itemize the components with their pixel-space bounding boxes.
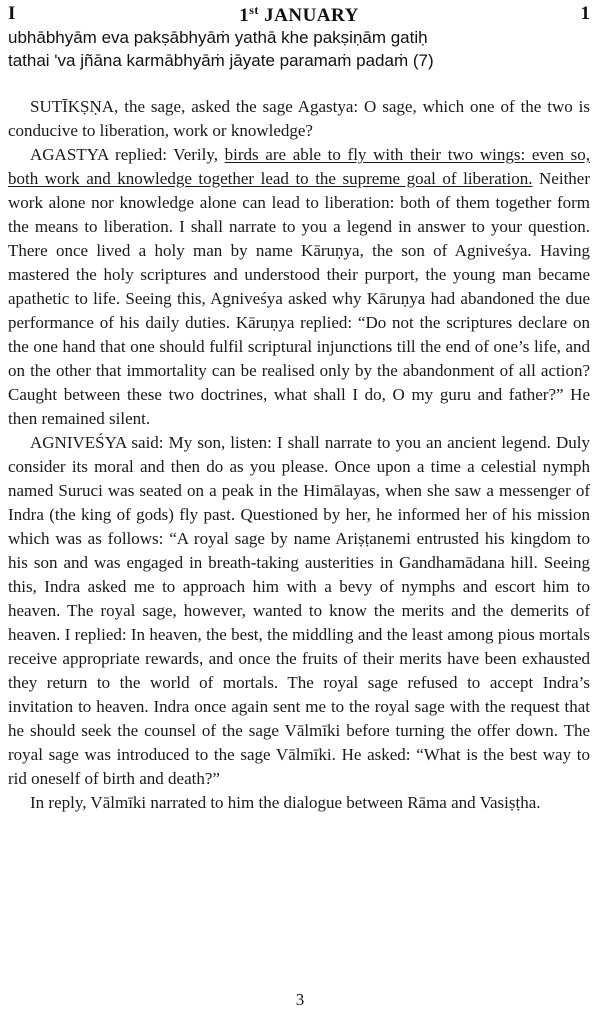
paragraph-agastya xyxy=(8,143,590,431)
date-month: JANUARY xyxy=(264,5,359,26)
date-heading xyxy=(8,3,590,27)
sanskrit-verse xyxy=(8,26,590,72)
paragraph-valmiki: In reply, Vālmīki narrated to him the dialogue between Rāma and Vasiṣṭha. xyxy=(30,793,541,812)
agastya-intro: AGASTYA replied: Verily, xyxy=(30,145,225,164)
paragraph-agnivesya: AGNIVEŚYA said: My son, listen: I shall narrate to you an ancient legend. Duly consider its moral and then do as you please. Once upon a time a celestial nymph named Suruci was seated on a peak in the Himālayas, when she saw a messenger of Indra (the king of gods) fly past. Questioned by her, he informed her of his mission which was as follows: “A royal sage by name Ariṣṭanemi entrusted his kingdom to his son and was engaged in breath-taking austerities in Gandhamādana hill. Seeing this, Indra asked me to approach him with a bevy of nymphs and escort him to heaven. The royal sage, however, wanted to know the merits and the demerits of heaven. I replied: In heaven, the best, the middling and the least among pious mortals receive appropriate rewards, and once the fruits of their merits have been exhausted they return to the world of mortals. The royal sage refused to accept Indra’s invitation to heaven. Indra once again sent me to the royal sage with the request that he should seek the counsel of the sage Vālmīki before turning the offer down. The royal sage was introduced to the sage Vālmīki. He asked: “What is the best way to rid oneself of birth and death?” xyxy=(8,433,590,788)
page-number: 3 xyxy=(295,990,305,1009)
underlined-passage: birds are able to fly with their two wings: even so, both work and knowledge together lead to the supreme goal of liberation. xyxy=(8,145,590,188)
date-number: 1 xyxy=(239,5,250,26)
section-mark: I xyxy=(8,3,16,24)
date-suffix: st xyxy=(249,3,259,17)
day-number: 1 xyxy=(580,3,590,24)
running-header xyxy=(8,3,590,27)
verse-line-1: ubhābhyām eva pakṣābhyāṁ yathā khe pakṣiṇām gatiḥ xyxy=(8,28,428,47)
paragraph-sutiksna: SUTĪKṢṆA, the sage, asked the sage Agastya: O sage, which one of the two is conducive to liberation, work or knowledge? xyxy=(8,97,590,140)
verse-line-2: tathai 'va jñāna karmābhyāṁ jāyate paramaṁ padaṁ (7) xyxy=(8,51,434,70)
commentary-text xyxy=(8,95,590,815)
agastya-continuation: Neither work alone nor knowledge alone can lead to liberation: both of them together form the means to liberation. I shall narrate to you a legend in answer to your question. There once lived a holy man by name Kāruṇya, the son of Agniveśya. Having mastered the holy scriptures and understood their purport, the young man became apathetic to life. Seeing this, Agniveśya asked why Kāruṇya had abandoned the due performance of his daily duties. Kāruṇya replied: “Do not the scriptures declare on the one hand that one should fulfil scriptural injunctions till the end of one’s life, and on the other that immortality can be realised only by the abandonment of all action? Caught between these two doctrines, what shall I do, O my guru and father?” He then remained silent. xyxy=(8,169,590,428)
